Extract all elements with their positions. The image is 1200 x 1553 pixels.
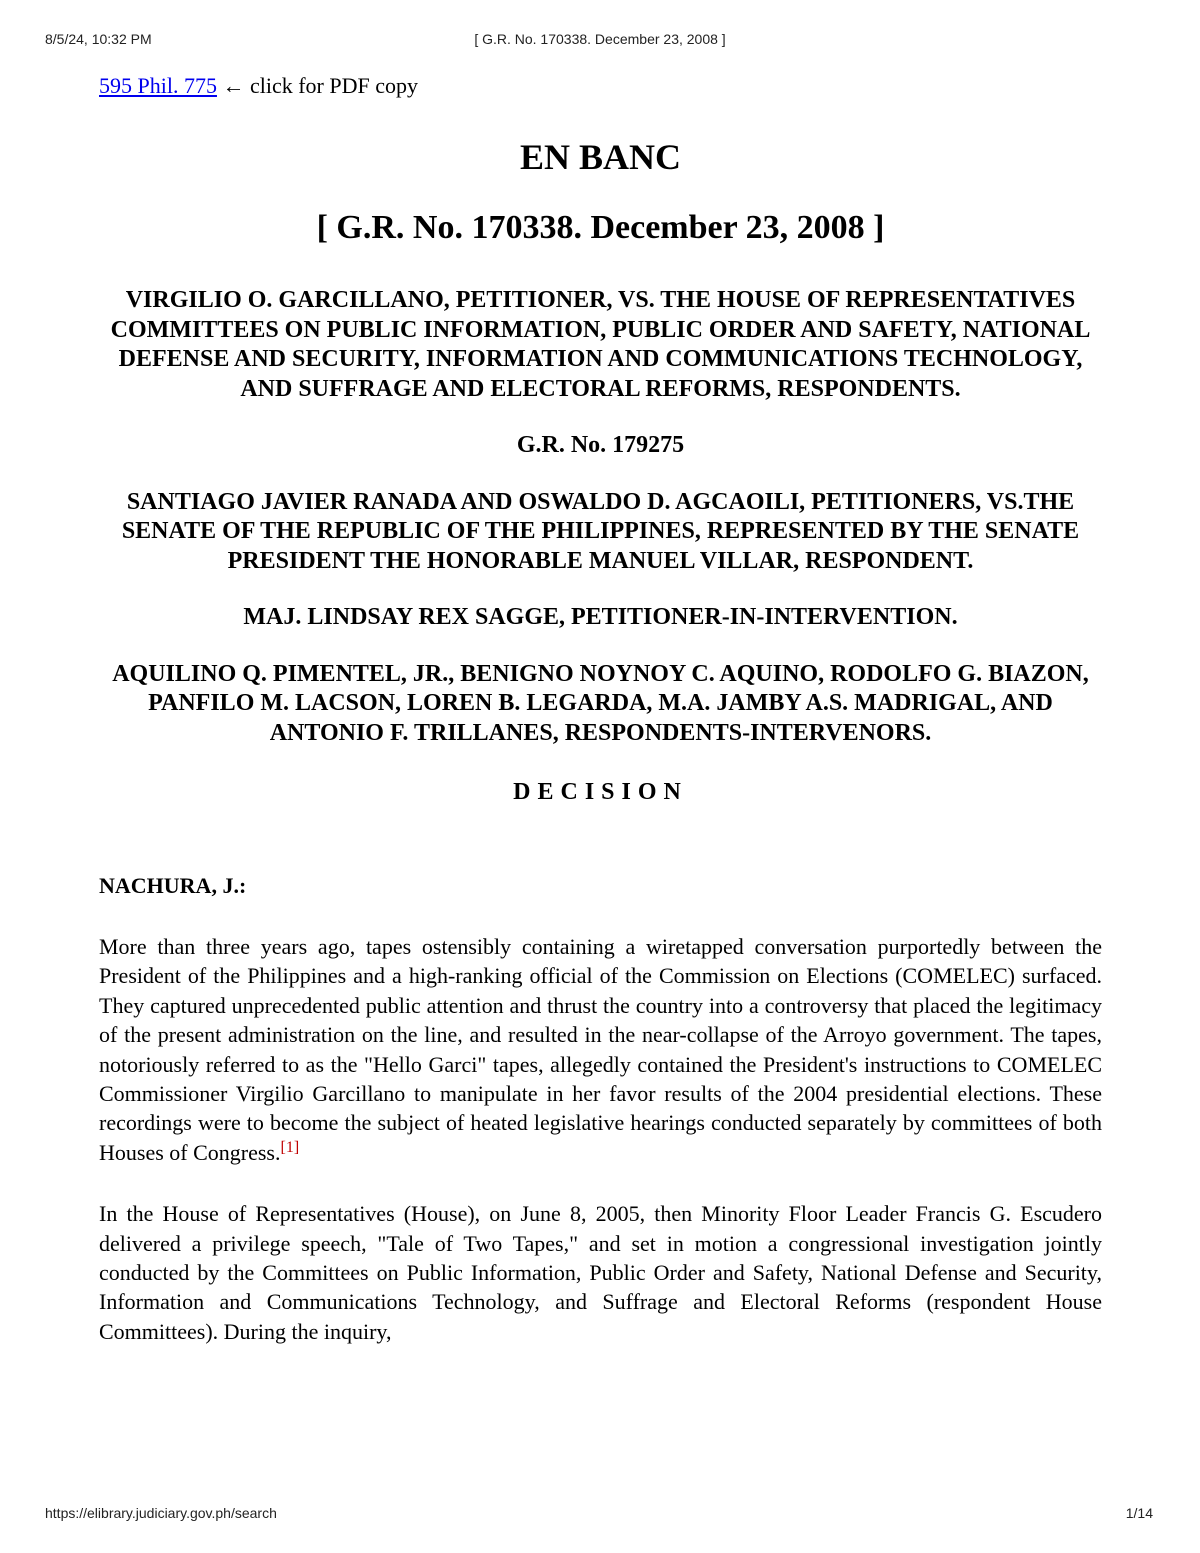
petitioner-in-intervention: MAJ. LINDSAY REX SAGGE, PETITIONER-IN-INTERVENTION.: [243, 604, 958, 630]
case-parties-2: SANTIAGO JAVIER RANADA AND OSWALDO D. AGCAOILI, PETITIONERS, VS.THE SENATE OF THE REPUBLIC OF THE PHILIPPINES, REPRESENTED BY THE SENATE PRESIDENT THE HONORABLE MANUEL VILLAR, RESPONDENT.: [121, 488, 1080, 574]
decision-heading: DECISION: [513, 779, 688, 805]
body-paragraph-1: [99, 932, 1102, 1167]
print-datetime: 8/5/24, 10:32 PM: [45, 31, 152, 47]
print-url: https://elibrary.judiciary.gov.ph/search: [45, 1505, 277, 1521]
footnote-ref-1[interactable]: [1]: [280, 1138, 300, 1156]
page-number: 1/14: [1125, 1505, 1153, 1521]
division-heading: EN BANC: [519, 137, 681, 177]
case-parties-1: VIRGILIO O. GARCILLANO, PETITIONER, VS. THE HOUSE OF REPRESENTATIVES COMMITTEES ON PUBLIC INFORMATION, PUBLIC ORDER AND SAFETY, NATIONAL DEFENSE AND SECURITY, INFORMATION AND COMMUNICATIONS TECHNOLOGY, AND SUFFRAGE AND ELECTORAL REFORMS, RESPONDENTS.: [110, 287, 1091, 402]
pdf-copy-link[interactable]: 595 Phil. 775: [99, 73, 217, 98]
respondents-intervenors: AQUILINO Q. PIMENTEL, JR., BENIGNO NOYNOY C. AQUINO, RODOLFO G. BIAZON, PANFILO M. LACSON, LOREN B. LEGARDA, M.A. JAMBY A.S. MADRIGAL, AND ANTONIO F. TRILLANES, RESPONDENTS-INTERVENORS.: [112, 660, 1089, 746]
paragraph-1-text: More than three years ago, tapes ostensibly containing a wiretapped conversation purportedly between the President of the Philippines and a high-ranking official of the Commission on Elections (COMELEC) surfaced. They captured unprecedented public attention and thrust the country into a controversy that placed the legitimacy of the present administration on the line, and resulted in the near-collapse of the Arroyo government. The tapes, notoriously referred to as the "Hello Garci" tapes, allegedly contained the President's instructions to COMELEC Commissioner Virgilio Garcillano to manipulate in her favor results of the 2004 presidential elections. These recordings were to become the subject of heated legislative hearings conducted separately by committees of both Houses of Congress.: [99, 934, 1102, 1165]
body-paragraph-2: In the House of Representatives (House), on June 8, 2005, then Minority Floor Leader Francis G. Escudero delivered a privilege speech, "Tale of Two Tapes," and set in motion a congressional investigation jointly conducted by the Committees on Public Information, Public Order and Safety, National Defense and Security, Information and Communications Technology, and Suffrage and Electoral Reforms (respondent House Committees). During the inquiry,: [99, 1201, 1102, 1344]
pdf-link-hint: ← click for PDF copy: [216, 73, 418, 98]
case-number: [ G.R. No. 170338. December 23, 2008 ]: [316, 209, 885, 246]
case-number-2: G.R. No. 179275: [516, 432, 685, 458]
document-body: [99, 72, 1102, 1368]
print-doc-title: [ G.R. No. 170338. December 23, 2008 ]: [474, 31, 726, 47]
ponente: NACHURA, J.:: [99, 873, 247, 898]
pdf-citation: [99, 72, 1102, 100]
